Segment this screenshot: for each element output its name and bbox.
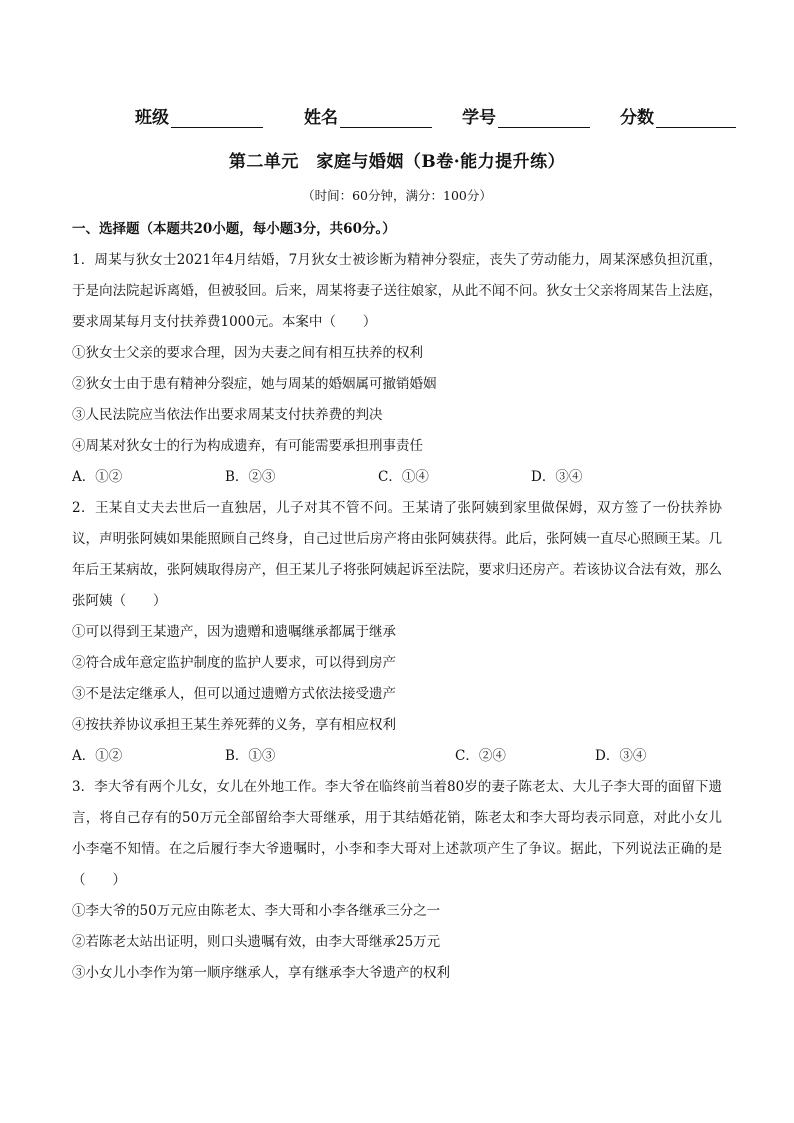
- choice-a[interactable]: A．①②: [72, 469, 123, 485]
- statement-option: ④按扶养协议承担王某生养死葬的义务，享有相应权利: [72, 717, 396, 733]
- question-stem: 1．周某与狄女士2021年4月结婚，7月狄女士被诊断为精神分裂症，丧失了劳动能力，周某深感负担沉重，于是向法院起诉离婚，但被驳回。后来，周某将妻子送往娘家，从此不闻不问。狄女士父亲将周某告上法庭，要求周某每月支付扶养费1000元。本案中（ ）: [72, 252, 722, 330]
- statement-option: ③小女儿小李作为第一顺序继承人，享有继承李大爷遗产的权利: [72, 965, 450, 981]
- choice-d[interactable]: D．③④: [595, 748, 647, 764]
- name-label: 姓名: [304, 108, 338, 128]
- student-id-label: 学号: [462, 108, 496, 128]
- statement-option: ②狄女士由于患有精神分裂症，她与周某的婚姻属可撤销婚姻: [72, 376, 437, 392]
- student-id-field: [462, 103, 590, 128]
- question-3: [72, 772, 722, 989]
- statement-option: ②若陈老太站出证明，则口头遗嘱有效，由李大哥继承25万元: [72, 934, 441, 950]
- choice-d[interactable]: D．③④: [531, 469, 583, 485]
- student-id-blank[interactable]: [498, 107, 590, 128]
- score-blank[interactable]: [656, 107, 736, 128]
- question-1: [72, 245, 722, 493]
- statement-option: ④周某对狄女士的行为构成遗弃，有可能需要承担刑事责任: [72, 438, 423, 454]
- statement-option: ①可以得到王某遗产，因为遗赠和遗嘱继承都属于继承: [72, 624, 396, 640]
- page-title: 第二单元 家庭与婚姻（B卷·能力提升练）: [228, 152, 566, 172]
- name-field: [304, 103, 432, 128]
- statement-option: ①李大爷的50万元应由陈老太、李大哥和小李各继承三分之一: [72, 903, 441, 919]
- statement-option: ③不是法定继承人，但可以通过遗赠方式依法接受遗产: [72, 686, 396, 702]
- question-stem: 2．王某自丈夫去世后一直独居，儿子对其不管不问。王某请了张阿姨到家里做保姆，双方签了一份扶养协议，声明张阿姨如果能照顾自己终身，自己过世后房产将由张阿姨获得。此后，张阿姨一直尽心照顾王某。几年后王某病故，张阿姨取得房产，但王某儿子将张阿姨起诉至法院，要求归还房产。若该协议合法有效，那么张阿姨（ ）: [72, 500, 722, 609]
- exam-meta: （时间：60分钟，满分：100分）: [302, 188, 492, 203]
- class-field: [135, 103, 263, 128]
- question-list: [72, 245, 722, 989]
- statement-option: ①狄女士父亲的要求合理，因为夫妻之间有相互扶养的权利: [72, 345, 423, 361]
- score-field: [620, 103, 736, 128]
- score-label: 分数: [620, 108, 654, 128]
- choice-a[interactable]: A．①②: [72, 748, 123, 764]
- choice-c[interactable]: C．①④: [378, 469, 429, 485]
- class-label: 班级: [135, 108, 169, 128]
- choice-b[interactable]: B．②③: [225, 469, 276, 485]
- answer-choices: [72, 741, 722, 772]
- student-info-line: [135, 103, 735, 133]
- statement-option: ②符合成年意定监护制度的监护人要求，可以得到房产: [72, 655, 396, 671]
- statement-option: ③人民法院应当依法作出要求周某支付扶养费的判决: [72, 407, 383, 423]
- name-blank[interactable]: [340, 107, 432, 128]
- section-title: 一、选择题（本题共20小题，每小题3分，共60分。）: [72, 221, 396, 237]
- choice-b[interactable]: B．①③: [225, 748, 276, 764]
- class-blank[interactable]: [171, 107, 263, 128]
- question-2: [72, 493, 722, 772]
- answer-choices: [72, 462, 722, 493]
- question-stem: 3．李大爷有两个儿女，女儿在外地工作。李大爷在临终前当着80岁的妻子陈老太、大儿子李大哥的面留下遗言，将自己存有的50万元全部留给李大哥继承，用于其结婚花销，陈老太和李大哥均表示同意，对此小女儿小李毫不知情。在之后履行李大爷遗嘱时，小李和李大哥对上述款项产生了争议。据此，下列说法正确的是（ ）: [72, 779, 722, 888]
- choice-c[interactable]: C．②④: [455, 748, 506, 764]
